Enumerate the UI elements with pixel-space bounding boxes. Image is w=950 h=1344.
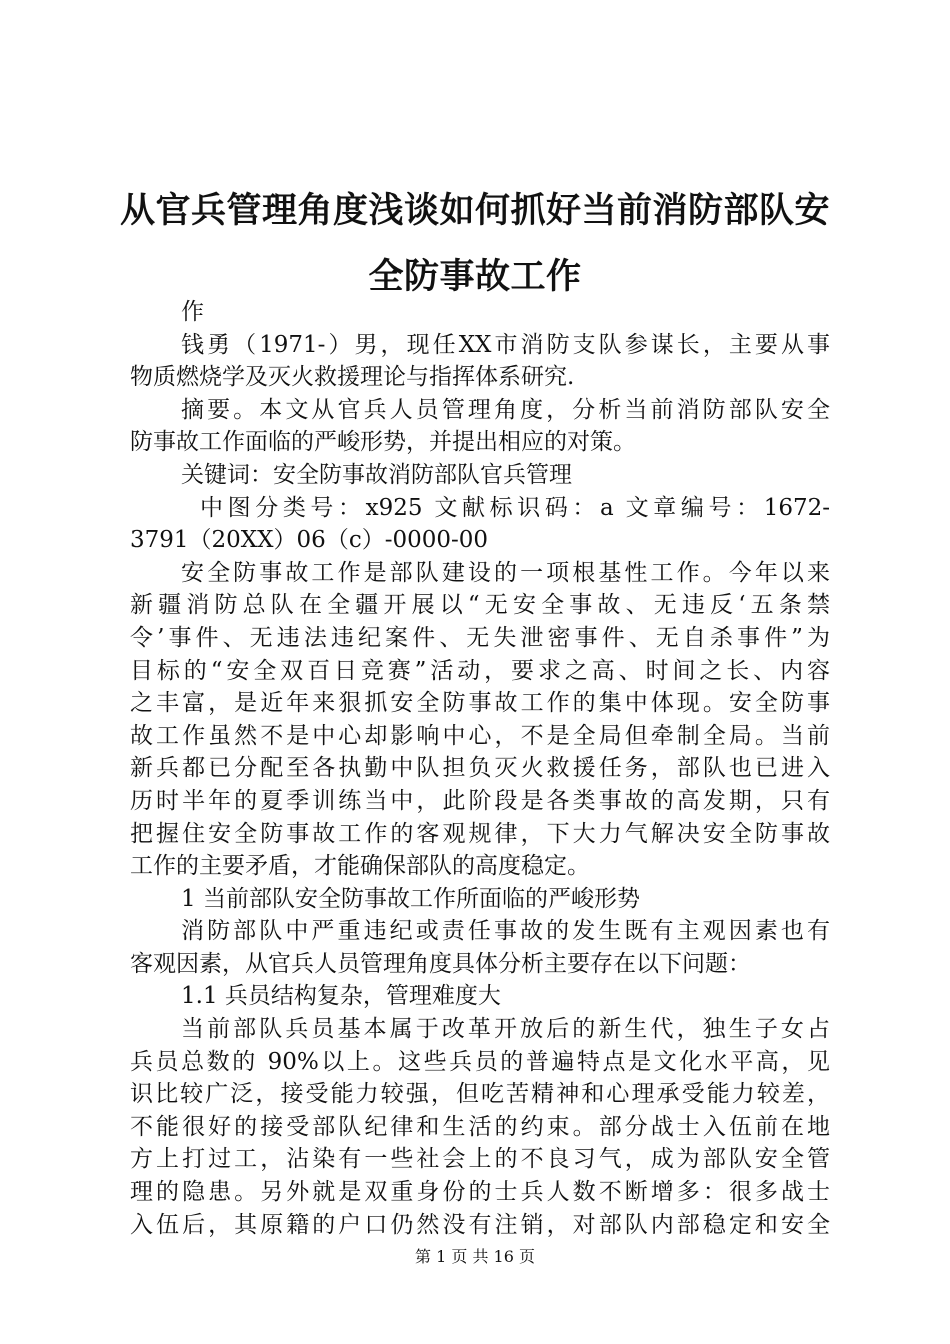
keywords: 关键词：安全防事故消防部队官兵管理 (181, 461, 572, 488)
author-bio: 物质燃烧学及灭火救援理论与指挥体系研究. (130, 364, 575, 391)
paragraph-line: 客观因素，从官兵人员管理角度具体分析主要存在以下问题： (130, 950, 751, 977)
paragraph-line: 入伍后，其原籍的户口仍然没有注销，对部队内部稳定和安全 (130, 1211, 830, 1238)
author-bio: 钱勇（1971-）男，现任XX市消防支队参谋长，主要从事 (181, 331, 830, 358)
paragraph-line: 之丰富，是近年来狠抓安全防事故工作的集中体现。安全防事 (130, 690, 830, 717)
paragraph-line: 兵员总数的 90%以上。这些兵员的普遍特点是文化水平高，见 (130, 1048, 830, 1075)
classification-info: 中图分类号：x925 文献标识码：a 文章编号：1672- (200, 494, 830, 521)
paragraph-line: 工作的主要矛盾，才能确保部队的高度稳定。 (130, 853, 590, 880)
paragraph-line: 历时半年的夏季训练当中，此阶段是各类事故的高发期，只有 (130, 787, 830, 814)
paragraph-line: 当前部队兵员基本属于改革开放后的新生代，独生子女占 (181, 1016, 830, 1043)
section-heading: 1 当前部队安全防事故工作所面临的严峻形势 (181, 885, 640, 912)
author-label: 作 (181, 299, 204, 325)
paragraph-line: 理的隐患。另外就是双重身份的士兵人数不断增多：很多战士 (130, 1179, 830, 1206)
paragraph-line: 消防部队中严重违纪或责任事故的发生既有主观因素也有 (181, 918, 830, 945)
classification-info: 3791（20XX）06（c）-0000-00 (130, 527, 489, 554)
paragraph-line: 新兵都已分配至各执勤中队担负灭火救援任务，部队也已进入 (130, 755, 830, 782)
abstract: 防事故工作面临的严峻形势，并提出相应的对策。 (130, 429, 636, 456)
document-title (100, 178, 850, 310)
paragraph-line: 故工作虽然不是中心却影响中心，不是全局但牵制全局。当前 (130, 722, 830, 749)
paragraph-line: 令’事件、无违法违纪案件、无失泄密事件、无自杀事件”为 (130, 624, 830, 651)
title-line: 从官兵管理角度浅谈如何抓好当前消防部队安 (119, 191, 830, 231)
subsection-heading: 1.1 兵员结构复杂，管理难度大 (181, 983, 501, 1010)
paragraph-line: 目标的“安全双百日竞赛”活动，要求之高、时间之长、内容 (130, 657, 830, 684)
paragraph-line: 把握住安全防事故工作的客观规律，下大力气解决安全防事故 (130, 820, 830, 847)
paragraph-line: 识比较广泛，接受能力较强，但吃苦精神和心理承受能力较差， (130, 1081, 830, 1108)
paragraph-line: 不能很好的接受部队纪律和生活的约束。部分战士入伍前在地 (130, 1113, 830, 1140)
paragraph-line: 安全防事故工作是部队建设的一项根基性工作。今年以来 (181, 559, 830, 586)
paragraph-line: 方上打过工，沾染有一些社会上的不良习气，成为部队安全管 (130, 1146, 830, 1173)
abstract: 摘要。本文从官兵人员管理角度，分析当前消防部队安全 (181, 396, 830, 423)
page-footer: 第 1 页 共 16 页 (415, 1247, 535, 1266)
title-line: 全防事故工作 (368, 257, 582, 297)
paragraph-line: 新疆消防总队在全疆开展以“无安全事故、无违反‘五条禁 (130, 592, 830, 619)
document-body (130, 296, 830, 1241)
